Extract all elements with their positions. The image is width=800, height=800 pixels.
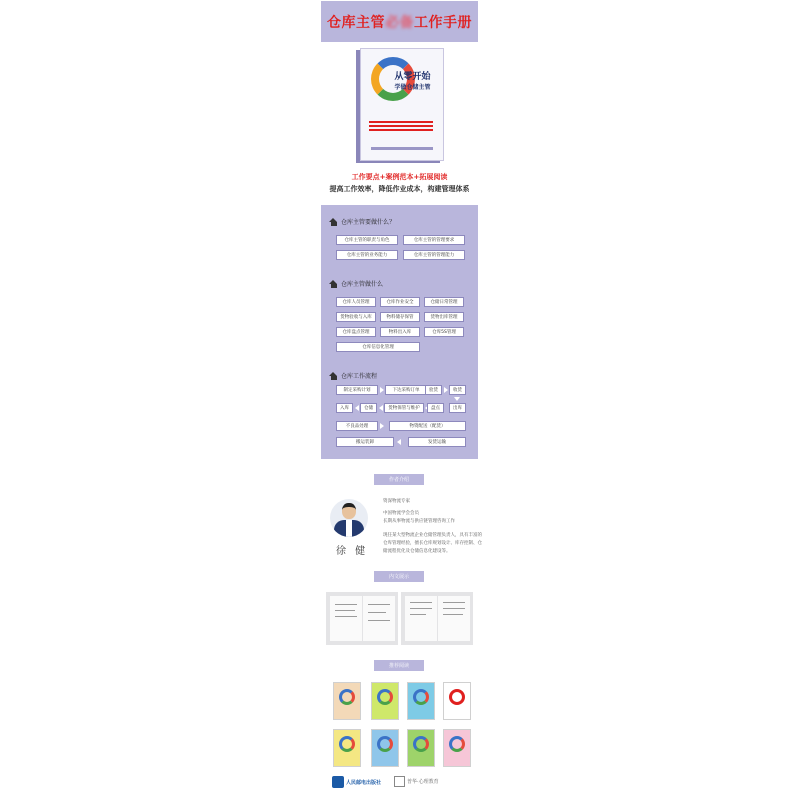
chip: 仓库主管的职责与角色 [336,235,398,245]
arrow-down-icon [454,397,460,401]
bio-line: 现任某大型物流企业仓储管理负责人，具有丰富的 [383,533,482,538]
chip: 仓库主管的管理能力 [403,250,465,260]
chip: 仓库信息化管理 [336,342,420,352]
related-book-cover[interactable] [333,682,361,720]
related-book-cover[interactable] [407,729,435,767]
flow-step: 不良品处理 [336,421,378,431]
chip: 仓库人员管理 [336,297,376,307]
bio-line: 储流程优化及仓储信息化建设等。 [383,549,451,554]
flow-step: 货物保管与维护 [384,403,424,413]
arrow-right-icon [380,423,384,429]
tagline-red: 工作要点+案例范本+拓展阅读 [351,173,448,181]
flow-step: 仓储 [360,403,377,413]
chip: 仓储日常管理 [424,297,464,307]
arrow-left-icon [355,405,359,411]
related-section-label: 推荐阅读 [374,660,424,671]
chip: 货物出库管理 [424,312,464,322]
arrow-right-icon [444,387,448,393]
bio-line: 长期从事物流与供应链管理咨询工作 [383,519,455,524]
related-book-cover[interactable] [371,729,399,767]
author-face [342,503,356,519]
book-foot-bar [371,147,433,150]
chip: 仓库作业安全 [380,297,420,307]
flow-step: 出库 [449,403,466,413]
chip: 物料出入库 [380,327,420,337]
contents-panel [321,205,478,459]
book-cover[interactable] [360,48,444,161]
related-book-cover[interactable] [333,729,361,767]
sample-page-image[interactable] [401,592,473,645]
related-book-cover[interactable] [443,682,471,720]
chip: 仓库主管的管理要求 [403,235,465,245]
publisher-mark-icon [332,776,344,788]
flow-step: 下达采购订单 [385,385,427,395]
samples-section-label: 内文展示 [374,571,424,582]
author-name: 徐 健 [336,546,369,557]
book-cover-area [321,48,478,166]
chip: 仓库主管的业务能力 [336,250,398,260]
flow-step: 验货 [425,385,442,395]
author-section-label: 作者介绍 [374,474,424,485]
section-title-1: 仓库主管要做什么？ [329,217,395,226]
banner-title-blurred: 必备 [385,14,414,31]
flow-step: 制定采购计划 [336,385,378,395]
related-book-cover[interactable] [371,682,399,720]
bio-line: 仓库管理经验，擅长仓库规划设计、库存控制、仓 [383,541,482,546]
chip: 仓库盘点管理 [336,327,376,337]
book-red-lines [369,121,433,133]
banner-title: 仓库主管必备工作手册 [327,14,472,31]
book-title: 从零开始 [394,72,431,82]
sample-page-image[interactable] [326,592,398,645]
related-book-cover[interactable] [407,682,435,720]
publisher-logo-left: 人民邮电出版社 [332,776,381,788]
flow-step: 入库 [336,403,353,413]
house-icon [329,218,338,226]
header-banner [321,1,478,42]
flow-step: 收货 [449,385,466,395]
bio-line: 中国物流学会会员 [383,511,419,516]
book-subtitle: 学做仓储主管 [394,84,431,91]
arrow-left-icon [379,405,383,411]
section-title-3: 仓库工作流程 [329,371,377,380]
flow-step: 盘点 [427,403,444,413]
house-icon [329,280,338,288]
author-photo [330,499,368,537]
chip: 仓库5S管理 [424,327,464,337]
house-icon [329,372,338,380]
chip: 物料储存保管 [380,312,420,322]
publisher-logo-right: 普华·心理教育 [394,776,439,787]
arrow-left-icon [397,439,401,445]
chip: 货物验收与入库 [336,312,376,322]
arrow-right-icon [380,387,384,393]
publisher-mark-icon [394,776,405,787]
related-book-cover[interactable] [443,729,471,767]
tagline-black: 提高工作效率，降低作业成本，构建管理体系 [329,185,470,193]
section-title-2: 仓库主管做什么 [329,279,383,288]
bio-line: 资深物流专家 [383,499,410,504]
flow-step: 物资配送（配货） [389,421,466,431]
flow-step: 发货运输 [408,437,466,447]
flow-step: 搬运装卸 [336,437,394,447]
